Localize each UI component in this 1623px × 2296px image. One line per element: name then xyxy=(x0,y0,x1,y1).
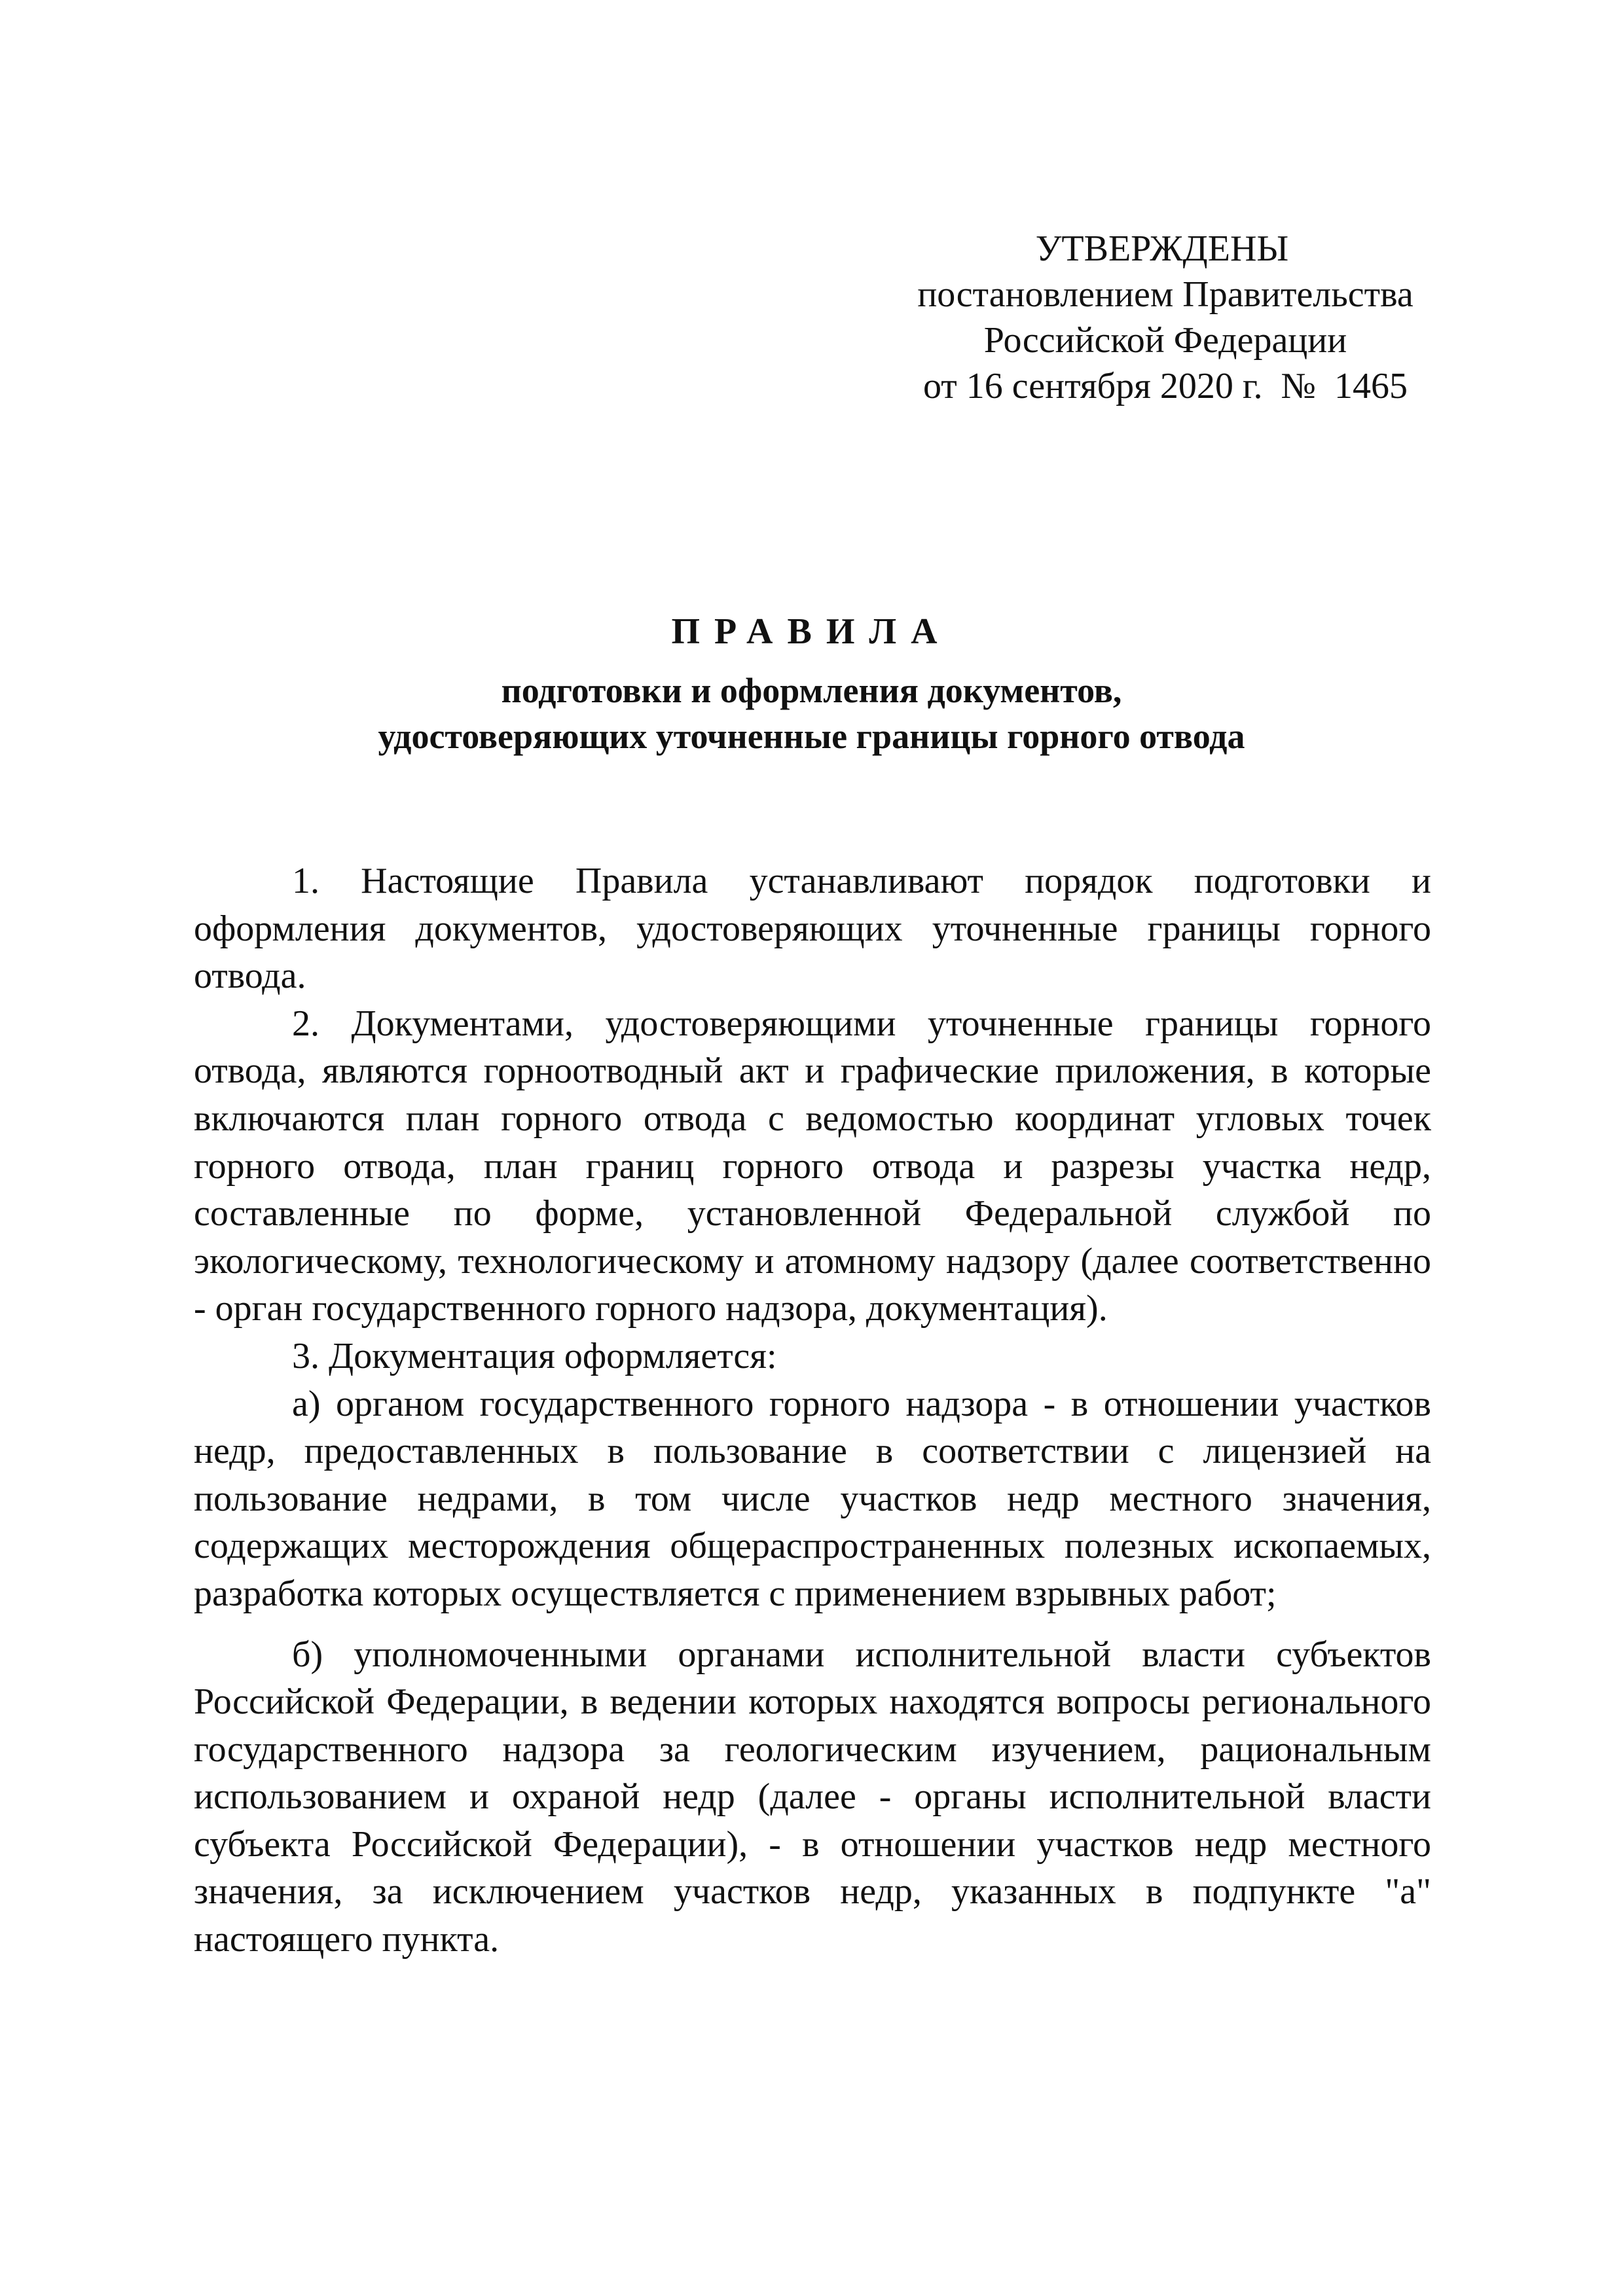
paragraph-2: 2. Документами, удостоверяющими уточненные границы горного отвода, являются горноотводный акт и графические приложения, в которые включаются план горного отвода с ведомостью координат угловых точек горного отвода, план границ горного отвода и разрезы участка недр, составленные по форме, установленной Федеральной службой по экологическому, технологическому и атомному надзору (далее соответственно - орган государственного горного надзора, документация). xyxy=(194,1003,1431,1329)
subtitle-line-1: подготовки и оформления документов, xyxy=(501,671,1122,710)
subtitle-line-2: удостоверяющих уточненные границы горного отвода xyxy=(378,717,1245,756)
paragraph-3b: б) уполномоченными органами исполнительной власти субъектов Российской Федерации, в ведении которых находятся вопросы регионального государственного надзора за геологическим изучением, рациональным использованием и охраной недр (далее - органы исполнительной власти субъекта Российской Федерации), - в отношении участков недр местного значения, за исключением участков недр, указанных в подпункте "а" настоящего пункта. xyxy=(194,1634,1431,1960)
paragraph-3: 3. Документация оформляется: xyxy=(292,1335,777,1376)
paragraph-1: 1. Настоящие Правила устанавливают порядок подготовки и оформления документов, удостоверяющих уточненные границы горного отвода. xyxy=(194,861,1431,997)
document-body xyxy=(194,857,1431,1964)
document-title: ПРАВИЛА xyxy=(671,611,952,652)
approval-date-line xyxy=(871,363,1460,409)
approval-block xyxy=(871,226,1460,409)
approval-heading: УТВЕРЖДЕНЫ xyxy=(1035,228,1289,269)
approval-date: от 16 сентября 2020 г. xyxy=(923,366,1263,406)
approval-number-sign: № xyxy=(1281,366,1316,406)
paragraph-3a: а) органом государственного горного надзора - в отношении участков недр, предоставленных в пользование в соответствии с лицензией на пользование недрами, в том числе участков недр местного значения, содержащих месторождения общераспространенных полезных ископаемых, разработка которых осуществляется с применением взрывных работ; xyxy=(194,1383,1431,1614)
approval-number: 1465 xyxy=(1334,366,1408,406)
document-subtitle xyxy=(0,668,1623,759)
approval-line-resolution: постановлением Правительства xyxy=(917,274,1413,315)
approval-line-federation: Российской Федерации xyxy=(983,320,1347,361)
